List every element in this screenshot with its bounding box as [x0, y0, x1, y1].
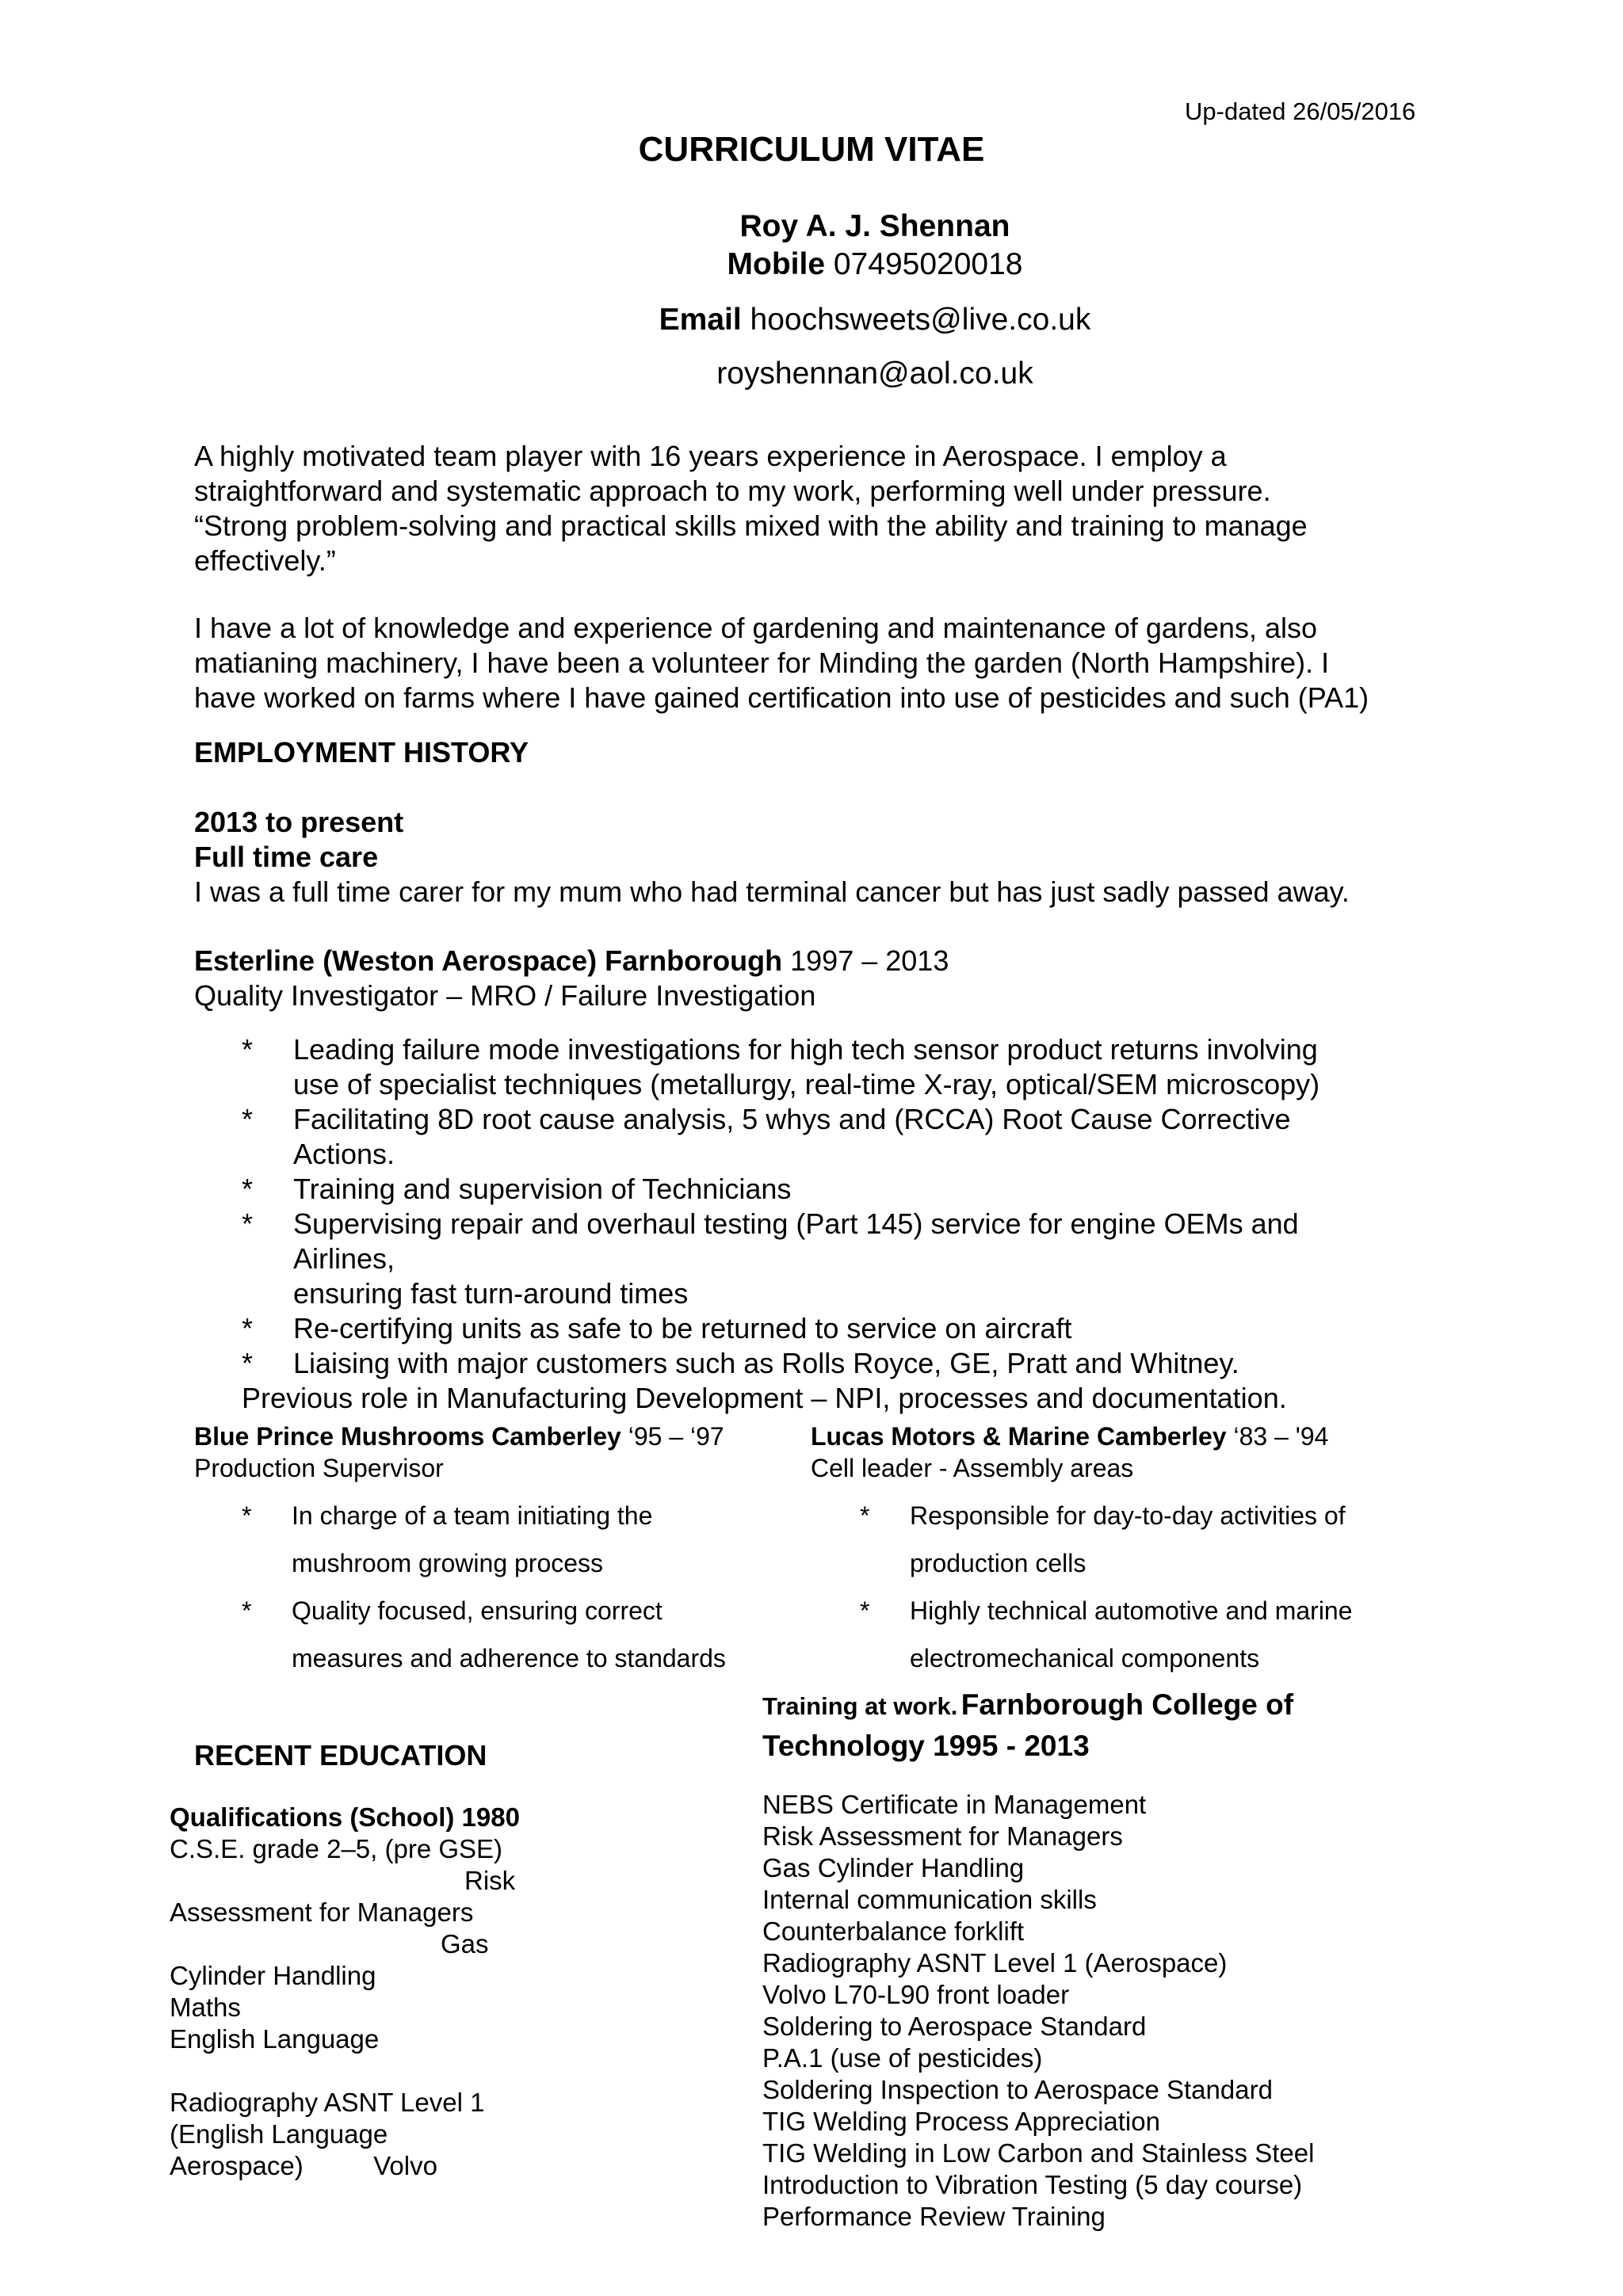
training-college: Farnborough College of [960, 1688, 1294, 1721]
list-item: Volvo L70-L90 front loader [762, 1980, 1070, 2009]
list-item: NEBS Certificate in Management [762, 1790, 1147, 1819]
bullet-star: * [242, 1312, 254, 1344]
profile-paragraph-2 [194, 611, 1462, 715]
email-value-2[interactable]: royshennan@aol.co.uk [716, 357, 1033, 391]
job3-bullet-list [242, 1492, 796, 1682]
mobile-label: Mobile [727, 247, 826, 281]
bullet-star: * [242, 1033, 254, 1066]
list-item: Performance Review Training [762, 2202, 1106, 2231]
list-item [242, 1207, 1478, 1311]
list-item [242, 1346, 1478, 1381]
list-item: English Language [170, 2024, 380, 2054]
training-list [762, 1789, 1314, 2233]
education-heading: RECENT EDUCATION [194, 1739, 487, 1772]
text-line: have worked on farms where I have gained certification into use of pesticides and such (PA1) [194, 681, 1369, 714]
profile-paragraph-1 [194, 439, 1462, 578]
candidate-name: Roy A. J. Shennan [739, 209, 1010, 243]
updated-date: Up-dated 26/05/2016 [1185, 97, 1416, 125]
list-item: Introduction to Vibration Testing (5 day course) [762, 2170, 1303, 2199]
list-item: P.A.1 (use of pesticides) [762, 2043, 1043, 2073]
list-item [242, 1172, 1478, 1207]
list-item: TIG Welding in Low Carbon and Stainless Steel [762, 2138, 1315, 2168]
text-line: effectively.” [194, 544, 336, 577]
bullet-line: Training and supervision of Technicians [293, 1173, 792, 1205]
list-item: (English Language [170, 2119, 388, 2149]
job1-description: I was a full time carer for my mum who had terminal cancer but has just sadly passed away. [194, 875, 1350, 908]
bullet-line: ensuring fast turn-around times [293, 1277, 689, 1310]
bullet-line: Leading failure mode investigations for high tech sensor product returns involving [293, 1033, 1318, 1066]
job4-header [811, 1421, 1328, 1452]
job3-company: Blue Prince Mushrooms Camberley [194, 1422, 621, 1451]
list-item [242, 1102, 1478, 1172]
qualifications-heading: Qualifications (School) 1980 [170, 1802, 520, 1832]
bullet-line: electromechanical components [910, 1644, 1260, 1672]
bullet-star: * [242, 1173, 254, 1205]
mobile-value: 07495020018 [833, 247, 1023, 281]
list-item: Maths [170, 1993, 241, 2022]
list-item [242, 1032, 1478, 1102]
page-title: CURRICULUM VITAE [638, 130, 985, 169]
job3-role: Production Supervisor [194, 1454, 444, 1482]
job3-header [194, 1421, 724, 1452]
email-value[interactable]: hoochsweets@live.co.uk [750, 303, 1091, 337]
list-item: Cylinder Handling [170, 1961, 376, 1990]
bullet-line: Actions. [293, 1138, 395, 1170]
list-item [860, 1492, 1430, 1587]
bullet-line: In charge of a team initiating the [292, 1501, 653, 1530]
list-item: Gas Cylinder Handling [762, 1853, 1025, 1882]
text-line: “Strong problem-solving and practical skills mixed with the ability and training to manage [194, 509, 1308, 542]
job3-dates: ‘95 – ‘97 [628, 1422, 724, 1451]
list-item: Assessment for Managers [170, 1897, 474, 1927]
bullet-line: Responsible for day-to-day activities of [910, 1501, 1346, 1530]
job2-role: Quality Investigator – MRO / Failure Investigation [194, 979, 816, 1012]
list-item: Radiography ASNT Level 1 [170, 2088, 485, 2117]
email-label: Email [659, 303, 742, 337]
list-item: Soldering to Aerospace Standard [762, 2012, 1147, 2041]
bullet-line: Quality focused, ensuring correct [292, 1596, 663, 1625]
bullet-line: Liaising with major customers such as Rolls Royce, GE, Pratt and Whitney. [293, 1347, 1239, 1379]
job4-company: Lucas Motors & Marine Camberley [811, 1422, 1227, 1451]
text-line: straightforward and systematic approach to my work, performing well under pressure. [194, 475, 1271, 507]
job1-period: 2013 to present [194, 806, 404, 838]
list-item [242, 1311, 1478, 1346]
text-line: A highly motivated team player with 16 years experience in Aerospace. I employ a [194, 440, 1227, 472]
bullet-line: measures and adherence to standards [292, 1644, 726, 1672]
job4-role: Cell leader - Assembly areas [811, 1454, 1134, 1482]
list-item [242, 1492, 796, 1587]
list-item: Risk [464, 1866, 516, 1895]
list-item [242, 1587, 796, 1682]
list-item: Counterbalance forklift [762, 1917, 1025, 1946]
bullet-star: * [242, 1103, 254, 1135]
bullet-star: * [860, 1596, 870, 1625]
bullet-line: Re-certifying units as safe to be returned to service on aircraft [293, 1312, 1072, 1344]
bullet-line: production cells [910, 1549, 1086, 1577]
list-item: Soldering Inspection to Aerospace Standard [762, 2075, 1273, 2104]
list-item [170, 2150, 613, 2182]
bullet-line: Supervising repair and overhaul testing (Part 145) service for engine OEMs and [293, 1207, 1299, 1240]
list-item: C.S.E. grade 2–5, (pre GSE) [170, 1834, 503, 1863]
text-line: I have a lot of knowledge and experience of gardening and maintenance of gardens, also [194, 612, 1317, 644]
education-line: Volvo [373, 2151, 437, 2180]
education-line: Aerospace) [170, 2151, 304, 2180]
bullet-star: * [860, 1501, 870, 1530]
job2-header [194, 944, 949, 978]
training-label: Training at work. [762, 1692, 958, 1720]
employment-heading: EMPLOYMENT HISTORY [194, 736, 529, 769]
bullet-star: * [242, 1596, 252, 1625]
text-line: matianing machinery, I have been a volunteer for Minding the garden (North Hampshire). I [194, 646, 1330, 679]
bullet-star: * [242, 1501, 252, 1530]
training-college-line-2: Technology 1995 - 2013 [762, 1730, 1090, 1762]
bullet-star: * [242, 1347, 254, 1379]
bullet-line: use of specialist techniques (metallurgy, real-time X-ray, optical/SEM microscopy) [293, 1068, 1320, 1100]
bullet-line: mushroom growing process [292, 1549, 604, 1577]
email-line [0, 301, 1623, 339]
job4-bullet-list [860, 1492, 1430, 1682]
bullet-line: Highly technical automotive and marine [910, 1596, 1353, 1625]
bullet-star: * [242, 1207, 254, 1240]
job2-company: Esterline (Weston Aerospace) Farnborough [194, 944, 783, 977]
list-item: Risk Assessment for Managers [762, 1821, 1123, 1851]
job4-dates: ‘83 – '94 [1233, 1422, 1329, 1451]
training-heading [762, 1688, 1476, 1764]
job2-bullet-list [242, 1032, 1478, 1416]
list-item: Gas [441, 1929, 489, 1958]
job2-dates: 1997 – 2013 [790, 944, 949, 977]
job1-title: Full time care [194, 841, 379, 873]
mobile-line [0, 246, 1623, 284]
list-item: Radiography ASNT Level 1 (Aerospace) [762, 1948, 1228, 1978]
list-item: Internal communication skills [762, 1885, 1097, 1914]
list-item: TIG Welding Process Appreciation [762, 2107, 1160, 2136]
bullet-line: Airlines, [293, 1242, 395, 1275]
list-item [860, 1587, 1430, 1682]
bullet-line: Facilitating 8D root cause analysis, 5 whys and (RCCA) Root Cause Corrective [293, 1103, 1291, 1135]
education-list [170, 1833, 613, 2182]
job2-previous-role: Previous role in Manufacturing Development – NPI, processes and documentation. [242, 1382, 1287, 1414]
